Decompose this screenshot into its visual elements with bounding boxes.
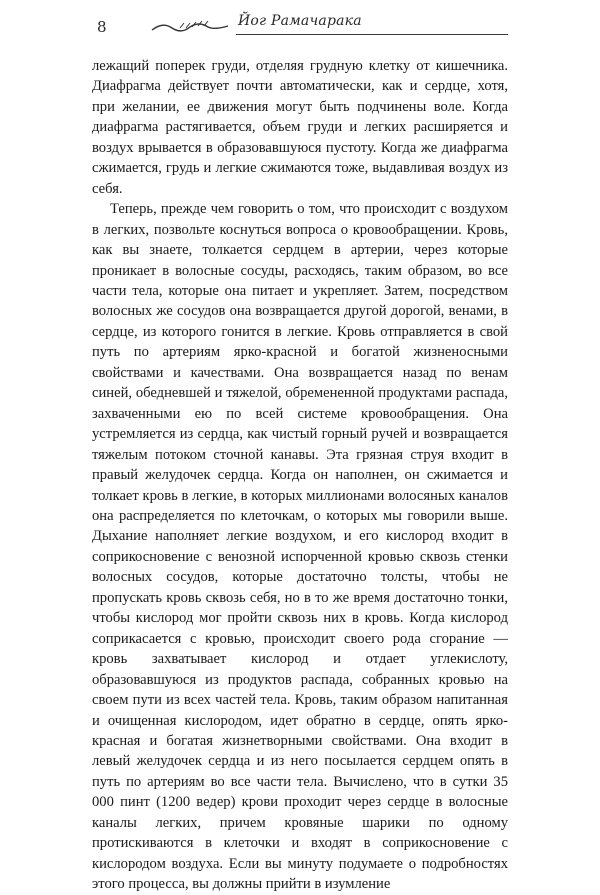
running-head-author: Йог Рамачарака [238, 13, 362, 29]
page-number: 8 [97, 18, 107, 36]
decorative-ornament-icon [150, 20, 230, 34]
paragraph: лежащий поперек груди, отделяя грудную клетку от кишечника. Диафрагма действует почти автоматически, как и сердце, хотя, при желании, ее движения могут быть подчинены воле. Когда диафрагма растягивается, объем груди и легких расширяется и воздух врывается в образовавшуюся пустоту. Когда же диафрагма сжимается, грудь и легкие сжимаются тоже, выдавливая воздух из себя. [92, 58, 508, 197]
header-rule [236, 34, 508, 35]
paragraph: Теперь, прежде чем говорить о том, что происходит с воздухом в легких, позвольте коснуться вопроса о кровообращении. Кровь, как вы знаете, толкается сердцем в артерии, через которые проникает в волосные сосуды, расходясь, таким образом, во все части тела, которые она питает и укрепляет. Затем, посредством волосных же сосудов она возвращается другой дорогой, венами, в сердце, из которого гонится в легкие. Кровь отправляется в свой путь по артериям ярко-красной и богатой жизненосными свойствами и качествами. Она возвращается назад по венам синей, обедневшей и тяжелой, обремененной продуктами распада, захваченными ею по всей системе кровообращения. Она устремляется из сердца, как чистый горный ручей и возвращается тяжелым потоком сточной канавы. Эта грязная струя входит в правый желудочек сердца. Когда он наполнен, он сжимается и толкает кровь в легкие, в которых миллионами волосяных каналов она распределяется по клеточкам, о которых мы говорили выше. Дыхание наполняет легкие воздухом, и его кислород входит в соприкосновение с венозной испорченной кровью сквозь стенки волосных сосудов, которые достаточно толсты, чтобы не пропускать кровь сквозь себя, но в то же время достаточно тонки, чтобы кислород мог пройти сквозь них в кровь. Когда кислород соприкасается с кровью, происходит своего рода сгорание — кровь захватывает кислород и отдает углекислоту, образовавшуюся из продуктов распада, собранных кровью на своем пути из всех частей тела. Кровь, таким образом напитанная и очищенная кислородом, идет обратно в сердце, опять ярко-красная и богатая жизнетворными свойствами. Она входит в левый желудочек сердца и из него посылается сердцем опять в путь по артериям во все части тела. Вычислено, что в сутки 35 000 пинт (1200 ведер) крови проходит через сердце в волосные каналы легких, причем кровяные шарики по одному протискиваются в клеточки и входят в соприкосновение с кислородом воздуха. Если вы минуту подумаете о подробностях этого процесса, вы должны прийти в изумление [92, 201, 508, 893]
body-text [92, 56, 508, 895]
